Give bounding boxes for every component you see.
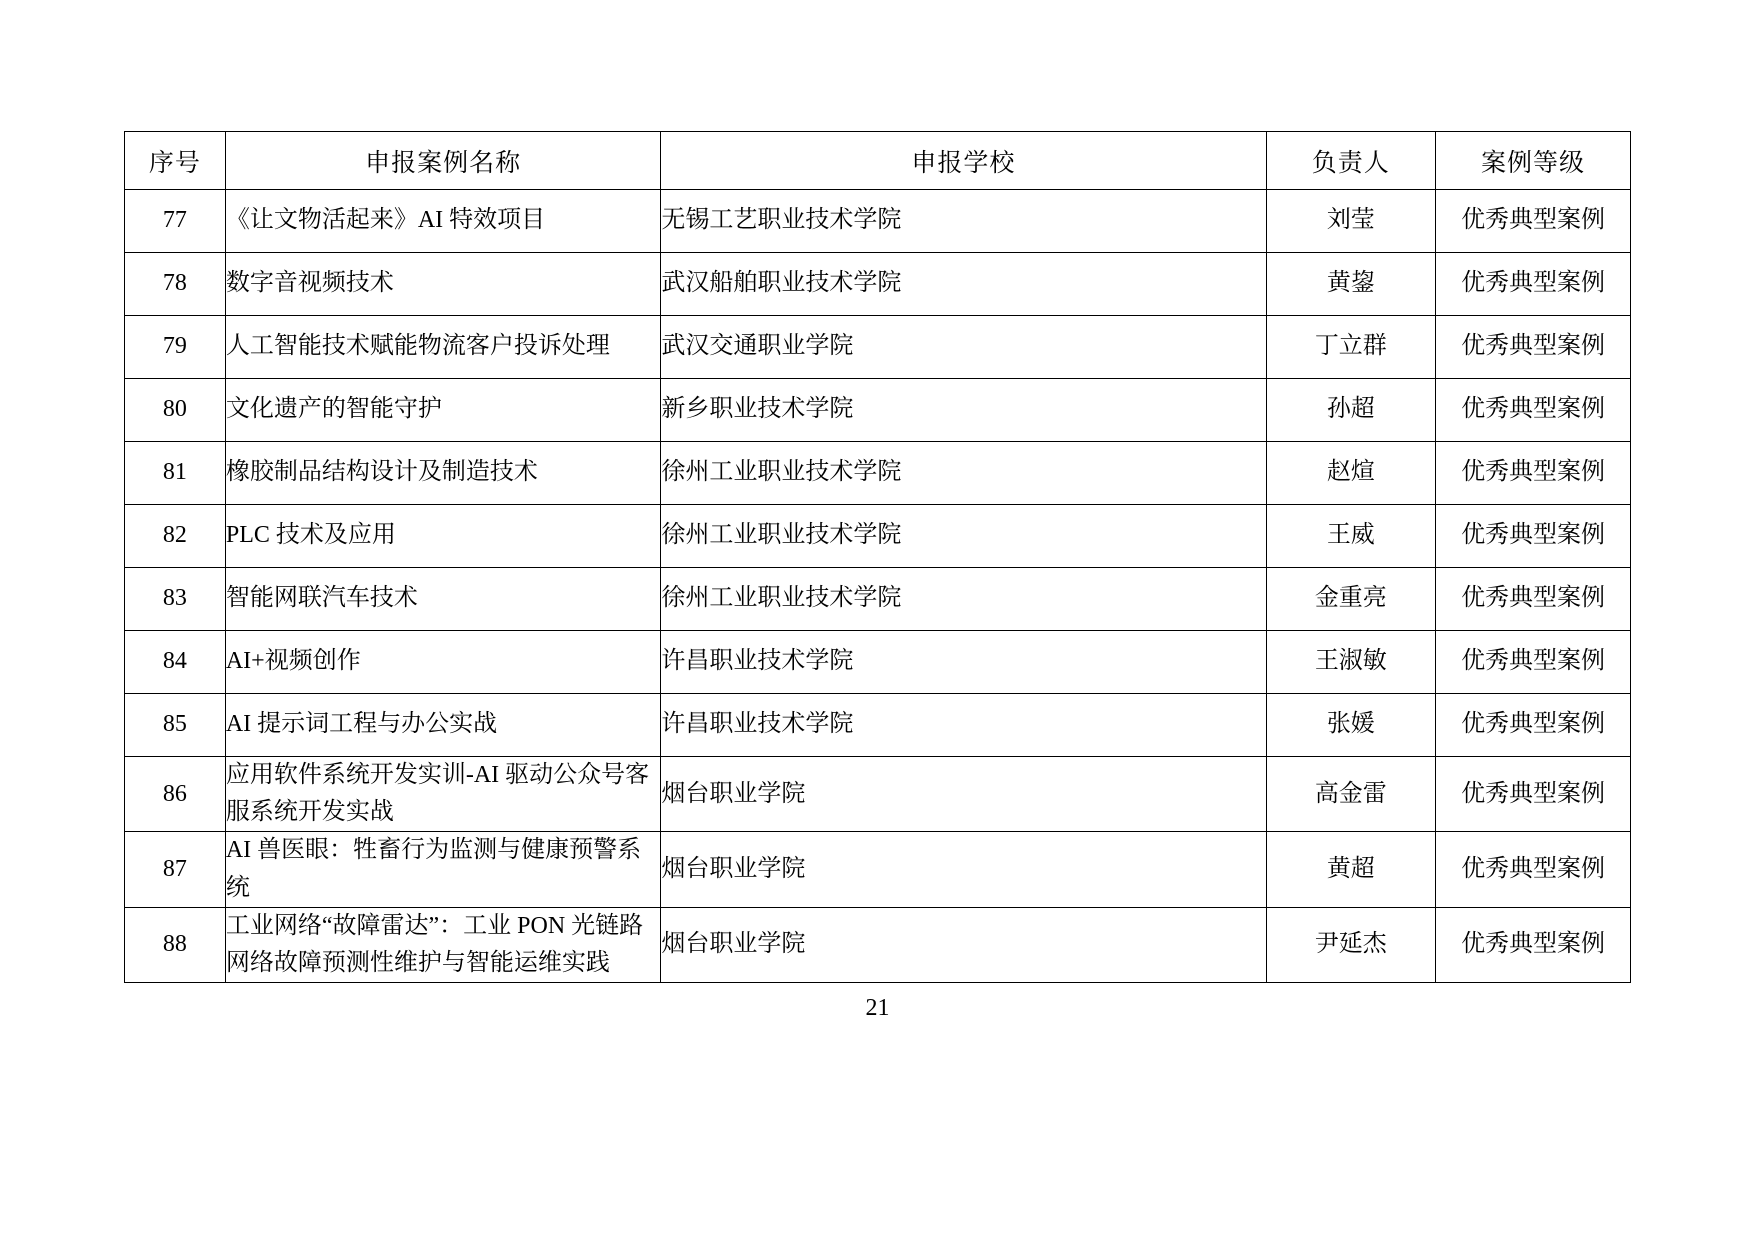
cell-school: 许昌职业技术学院 [661,631,1266,694]
cell-school: 徐州工业职业技术学院 [661,505,1266,568]
cell-school: 烟台职业学院 [661,907,1266,982]
table-row [125,316,1631,379]
cell-no: 88 [125,907,226,982]
cell-school: 新乡职业技术学院 [661,379,1266,442]
cell-case-name: AI 兽医眼：牲畜行为监测与健康预警系统 [225,832,661,907]
cell-head: 赵煊 [1266,442,1436,505]
cell-school: 许昌职业技术学院 [661,694,1266,757]
cell-level: 优秀典型案例 [1436,694,1631,757]
cell-no: 77 [125,190,226,253]
cell-level: 优秀典型案例 [1436,907,1631,982]
cell-case-name: 智能网联汽车技术 [225,568,661,631]
cell-no: 78 [125,253,226,316]
case-list-table [124,131,1631,983]
table-header [125,132,1631,190]
table-row [125,694,1631,757]
table-row [125,442,1631,505]
column-header-level: 案例等级 [1436,132,1631,190]
cell-case-name: AI+视频创作 [225,631,661,694]
cell-level: 优秀典型案例 [1436,568,1631,631]
cell-level: 优秀典型案例 [1436,316,1631,379]
cell-case-name: PLC 技术及应用 [225,505,661,568]
cell-no: 79 [125,316,226,379]
cell-level: 优秀典型案例 [1436,505,1631,568]
cell-level: 优秀典型案例 [1436,190,1631,253]
cell-level: 优秀典型案例 [1436,253,1631,316]
table-row [125,907,1631,982]
cell-head: 张媛 [1266,694,1436,757]
table-row [125,505,1631,568]
cell-head: 刘莹 [1266,190,1436,253]
page-number: 21 [865,995,890,1021]
cell-case-name: 应用软件系统开发实训-AI 驱动公众号客服系统开发实战 [225,757,661,832]
cell-level: 优秀典型案例 [1436,832,1631,907]
cell-head: 王威 [1266,505,1436,568]
cell-school: 烟台职业学院 [661,757,1266,832]
cell-case-name: 《让文物活起来》AI 特效项目 [225,190,661,253]
cell-school: 武汉船舶职业技术学院 [661,253,1266,316]
cell-head: 黄超 [1266,832,1436,907]
cell-school: 无锡工艺职业技术学院 [661,190,1266,253]
cell-no: 87 [125,832,226,907]
cell-school: 徐州工业职业技术学院 [661,568,1266,631]
column-header-head: 负责人 [1266,132,1436,190]
cell-school: 武汉交通职业学院 [661,316,1266,379]
cell-level: 优秀典型案例 [1436,757,1631,832]
cell-head: 孙超 [1266,379,1436,442]
table-row [125,190,1631,253]
table-row [125,757,1631,832]
cell-level: 优秀典型案例 [1436,442,1631,505]
cell-case-name: 橡胶制品结构设计及制造技术 [225,442,661,505]
cell-level: 优秀典型案例 [1436,379,1631,442]
cell-case-name: AI 提示词工程与办公实战 [225,694,661,757]
table-body [125,190,1631,983]
cell-head: 黄鋆 [1266,253,1436,316]
column-header-school: 申报学校 [661,132,1266,190]
table-row [125,832,1631,907]
cell-case-name: 人工智能技术赋能物流客户投诉处理 [225,316,661,379]
cell-no: 82 [125,505,226,568]
cell-case-name: 文化遗产的智能守护 [225,379,661,442]
cell-head: 金重亮 [1266,568,1436,631]
cell-no: 86 [125,757,226,832]
cell-no: 83 [125,568,226,631]
cell-head: 高金雷 [1266,757,1436,832]
cell-level: 优秀典型案例 [1436,631,1631,694]
table-row [125,379,1631,442]
cell-case-name: 工业网络“故障雷达”：工业 PON 光链路网络故障预测性维护与智能运维实践 [225,907,661,982]
cell-head: 尹延杰 [1266,907,1436,982]
cell-no: 84 [125,631,226,694]
table-row [125,568,1631,631]
cell-head: 王淑敏 [1266,631,1436,694]
column-header-no: 序号 [125,132,226,190]
cell-no: 85 [125,694,226,757]
table-row [125,253,1631,316]
cell-no: 81 [125,442,226,505]
cell-school: 徐州工业职业技术学院 [661,442,1266,505]
cell-school: 烟台职业学院 [661,832,1266,907]
cell-no: 80 [125,379,226,442]
column-header-case-name: 申报案例名称 [225,132,661,190]
cell-head: 丁立群 [1266,316,1436,379]
table-row [125,631,1631,694]
table-header-row [125,132,1631,190]
cell-case-name: 数字音视频技术 [225,253,661,316]
